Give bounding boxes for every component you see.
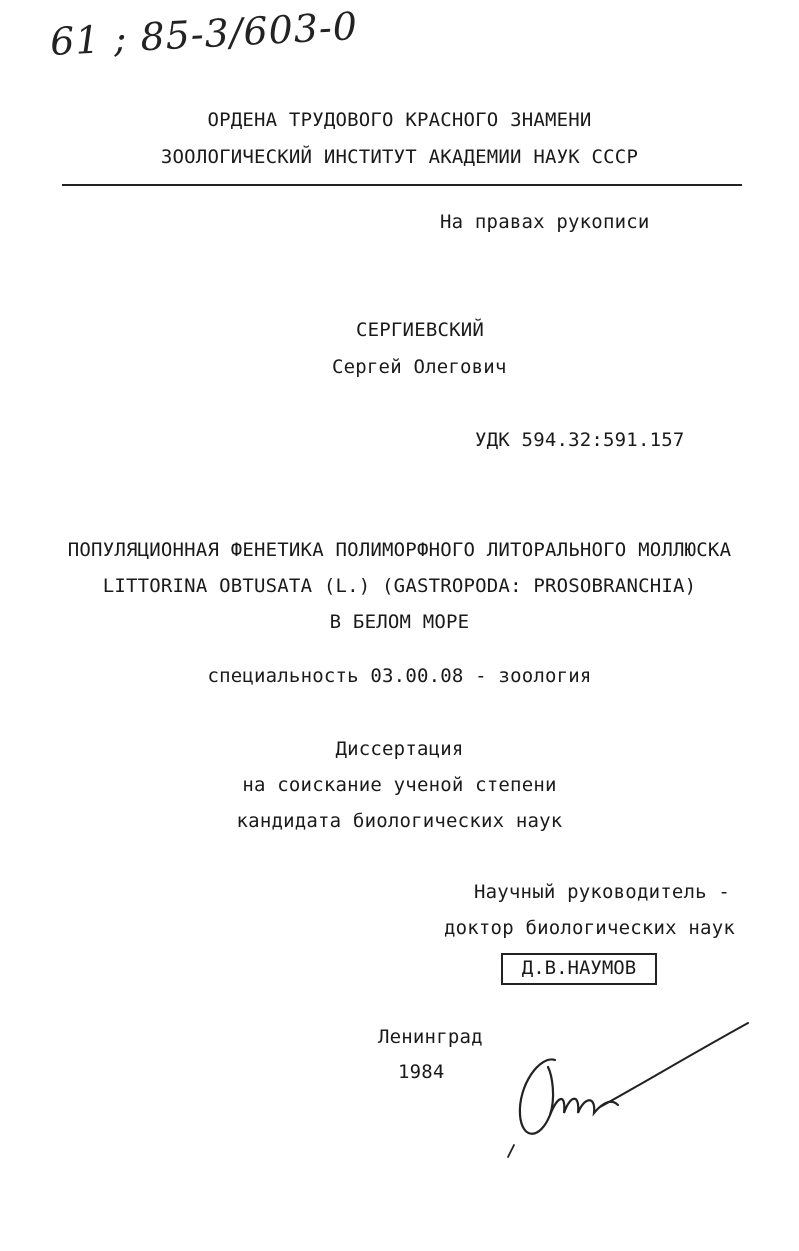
title-line-3: В БЕЛОМ МОРЕ <box>329 611 470 633</box>
place: Ленинград <box>378 1026 483 1048</box>
degree-line-1: Диссертация <box>335 738 464 760</box>
title-line-2: LITTORINA OBTUSATA (L.) (GASTROPODA: PROSOBRANCHIA) <box>102 575 697 597</box>
header-divider <box>62 184 742 186</box>
title-line-1: ПОПУЛЯЦИОННАЯ ФЕНЕТИКА ПОЛИМОРФНОГО ЛИТОРАЛЬНОГО МОЛЛЮСКА <box>67 539 732 561</box>
supervisor-name-box: Д.В.НАУМОВ <box>501 953 657 985</box>
specialty: специальность 03.00.08 - зоология <box>207 665 592 687</box>
institution-line-2: ЗООЛОГИЧЕСКИЙ ИНСТИТУТ АКАДЕМИИ НАУК СССР <box>160 146 639 168</box>
institution-line-1: ОРДЕНА ТРУДОВОГО КРАСНОГО ЗНАМЕНИ <box>207 109 592 131</box>
handwritten-catalog-number: 61 ; 85-3/603-0 <box>49 3 359 65</box>
year: 1984 <box>398 1061 445 1083</box>
author-surname: СЕРГИЕВСКИЙ <box>356 319 485 341</box>
udc-code: УДК 594.32:591.157 <box>475 429 685 451</box>
supervisor-role-line-1: Научный руководитель - <box>474 881 731 903</box>
degree-line-2: на соискание ученой степени <box>242 774 557 796</box>
handwritten-signature <box>500 1015 760 1165</box>
rights-note: На правах рукописи <box>440 211 650 233</box>
supervisor-role-line-2: доктор биологических наук <box>444 917 735 939</box>
author-given-names: Сергей Олегович <box>332 356 507 378</box>
degree-line-3: кандидата биологических наук <box>236 810 563 832</box>
